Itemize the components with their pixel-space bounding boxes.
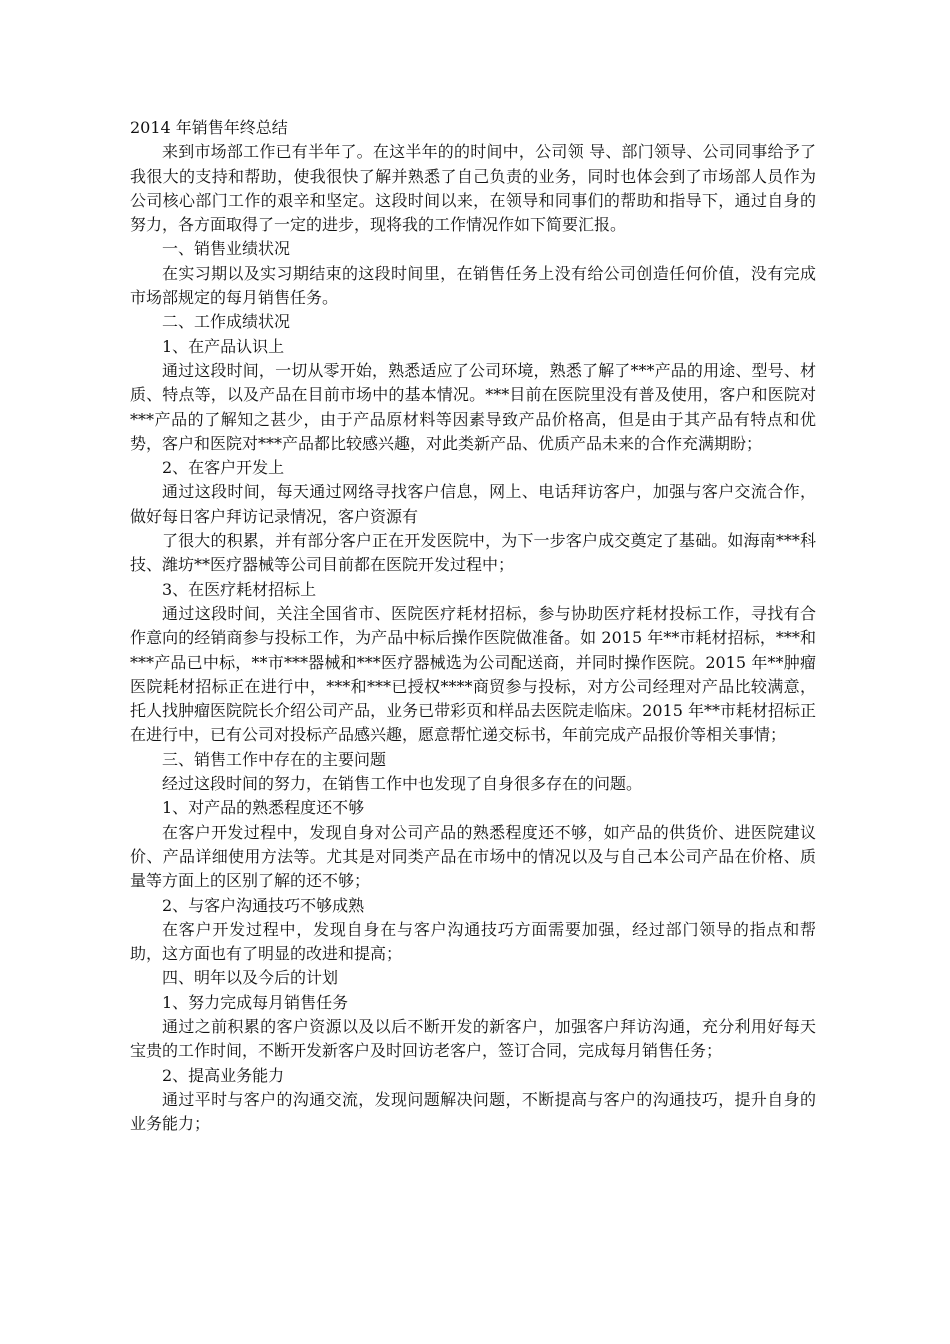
document-body [130, 116, 816, 1136]
paragraph-product-familiarity: 在客户开发过程中，发现自身对公司产品的熟悉程度还不够，如产品的供货价、进医院建议价、产品详细使用方法等。尤其是对同类产品在市场中的情况以及与自己本公司产品在价格、质量等方面上的区别了解的还不够； [130, 822, 816, 891]
subheading-customer-development: 2、在客户开发上 [162, 458, 285, 478]
document-title: 2014 年销售年终总结 [130, 118, 288, 137]
paragraph-business-ability: 通过平时与客户的沟通交流，发现问题解决问题，不断提高与客户的沟通技巧，提升自身的业务能力； [130, 1089, 816, 1134]
paragraph-tender: 通过这段时间，关注全国省市、医院医疗耗材招标，参与协助医疗耗材投标工作，寻找有合作意向的经销商参与投标工作，为产品中标后操作医院做准备。如 2015 年**市耗材招标，***和***产品已中标，**市***器械和***医疗器械选为公司配送商，并同时操作医院。2015 年**肿瘤医院耗材招标正在进行中，***和***已授权****商贸参与投标，对方公司经理对产品比较满意，托人找肿瘤医院院长介绍公司产品，业务已带彩页和样品去医院走临床。2015 年**市耗材招标正在进行中，已有公司对投标产品感兴趣，愿意帮忙递交标书，年前完成产品报价等相关事情； [130, 603, 816, 745]
section-heading-problems: 三、销售工作中存在的主要问题 [162, 749, 387, 769]
paragraph-product-knowledge: 通过这段时间，一切从零开始，熟悉适应了公司环境，熟悉了解了***产品的用途、型号、材质、特点等，以及产品在目前市场中的基本情况。***目前在医院里没有普及使用，客户和医院对***产品的了解知之甚少，由于产品原材料等因素导致产品价格高，但是由于其产品有特点和优势，客户和医院对***产品都比较感兴趣，对此类新产品、优质产品未来的合作充满期盼； [130, 360, 816, 453]
paragraph-sales-performance: 在实习期以及实习期结束的这段时间里，在销售任务上没有给公司创造任何价值，没有完成市场部规定的每月销售任务。 [130, 263, 816, 308]
section-heading-plans: 四、明年以及今后的计划 [162, 968, 339, 988]
subheading-tender: 3、在医疗耗材招标上 [162, 579, 317, 599]
paragraph-intro: 来到市场部工作已有半年了。在这半年的的时间中，公司领 导、部门领导、公司同事给予了我很大的支持和帮助，使我很快了解并熟悉了自己负责的业务，同时也体会到了市场部人员作为公司核心部门工作的艰辛和坚定。这段时间以来，在领导和同事们的帮助和指导下，通过自身的努力，各方面取得了一定的进步，现将我的工作情况作如下简要汇报。 [130, 142, 816, 235]
subheading-product-knowledge: 1、在产品认识上 [162, 336, 285, 356]
section-heading-sales-performance: 一、销售业绩状况 [162, 239, 291, 259]
paragraph-communication-skills: 在客户开发过程中，发现自身在与客户沟通技巧方面需要加强，经过部门领导的指点和帮助，这方面也有了明显的改进和提高； [130, 919, 816, 964]
subheading-business-ability: 2、提高业务能力 [162, 1065, 285, 1085]
paragraph-customer-development-continued: 了很大的积累，并有部分客户正在开发医院中，为下一步客户成交奠定了基础。如海南***科技、潍坊**医疗器械等公司目前都在医院开发过程中； [130, 531, 816, 575]
section-heading-work-results: 二、工作成绩状况 [162, 312, 291, 332]
paragraph-monthly-sales: 通过之前积累的客户资源以及以后不断开发的新客户，加强客户拜访沟通，充分利用好每天宝贵的工作时间，不断开发新客户及时回访老客户，签订合同，完成每月销售任务； [130, 1016, 816, 1061]
subheading-product-familiarity: 1、对产品的熟悉程度还不够 [162, 798, 365, 818]
paragraph-problems-intro: 经过这段时间的努力，在销售工作中也发现了自身很多存在的问题。 [162, 774, 643, 794]
subheading-communication-skills: 2、与客户沟通技巧不够成熟 [162, 895, 365, 915]
paragraph-customer-development: 通过这段时间，每天通过网络寻找客户信息，网上、电话拜访客户，加强与客户交流合作，做好每日客户拜访记录情况，客户资源有 [130, 482, 816, 526]
subheading-monthly-sales: 1、努力完成每月销售任务 [162, 992, 349, 1012]
